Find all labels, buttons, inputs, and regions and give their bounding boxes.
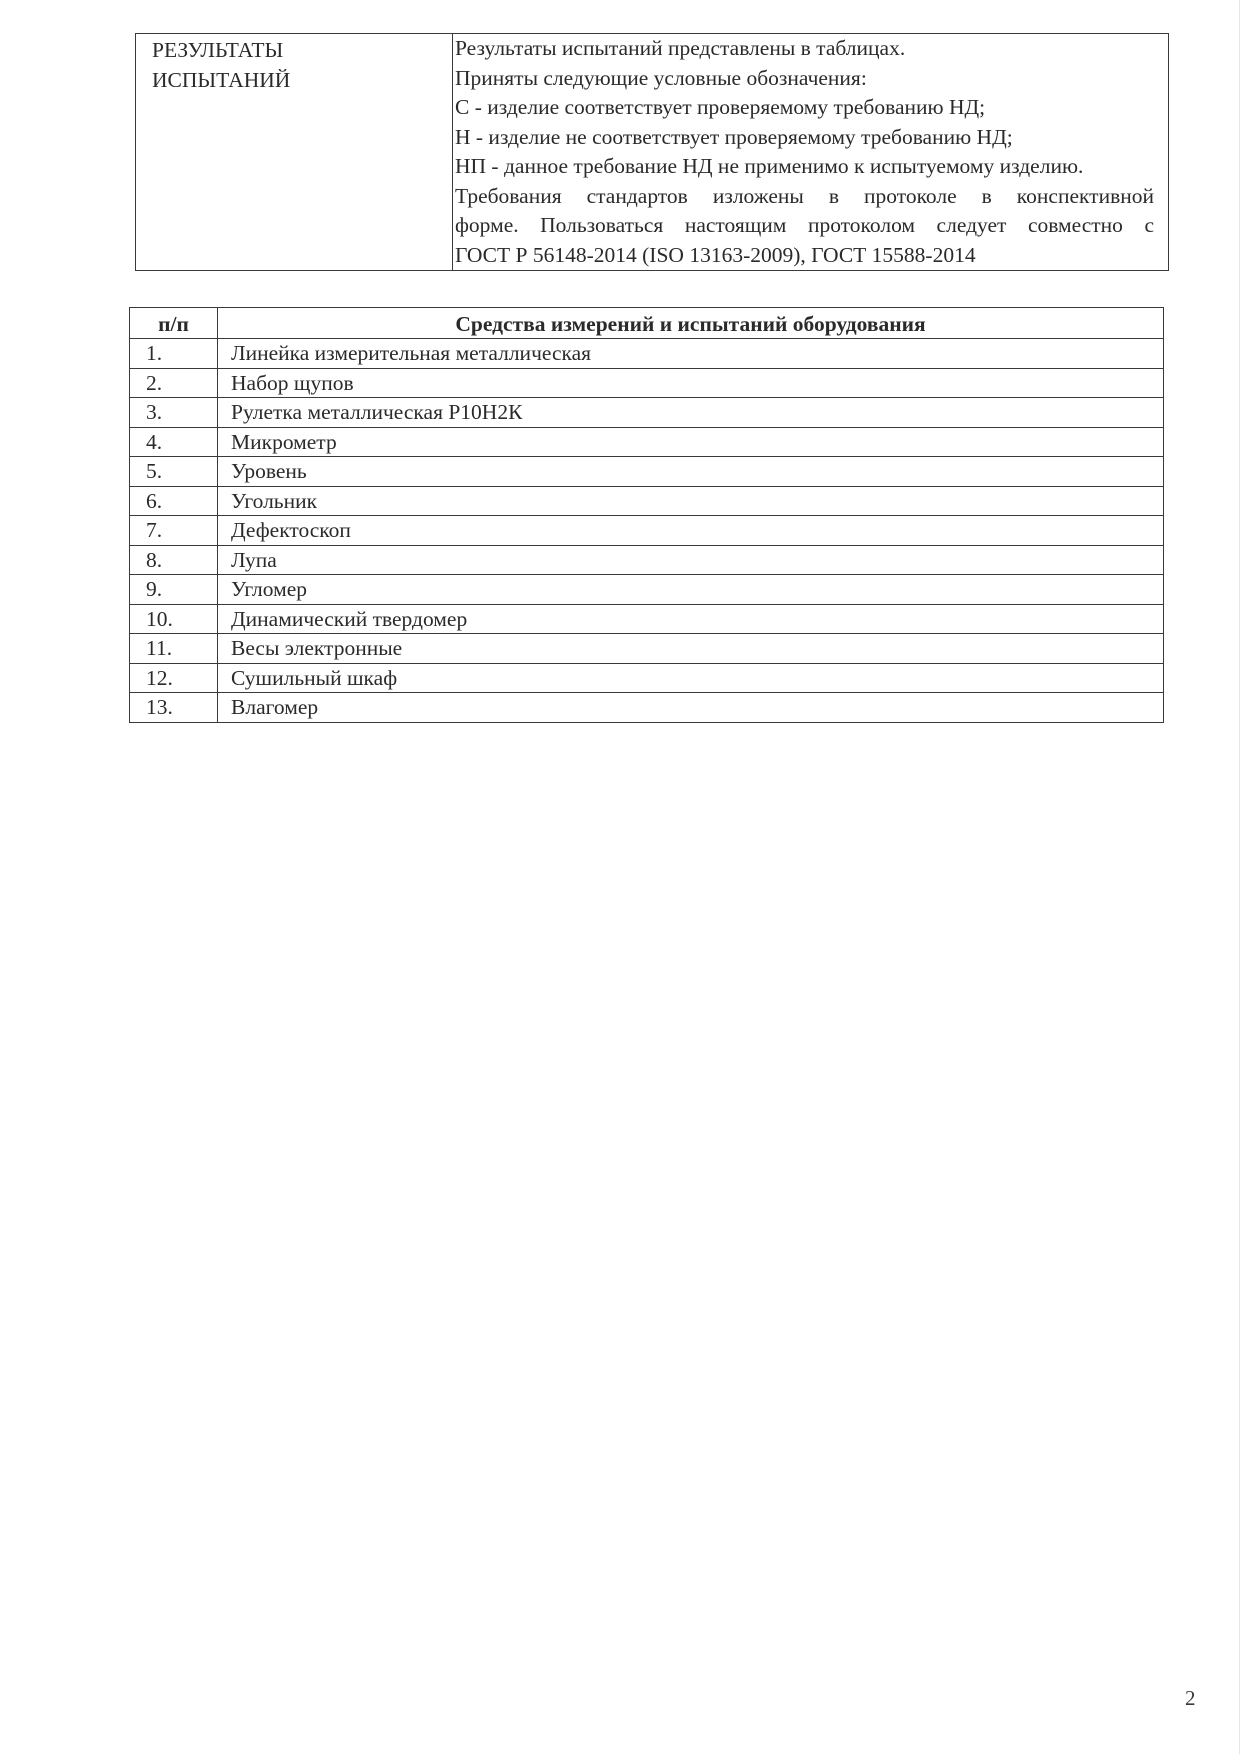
equipment-header-row <box>130 308 1164 339</box>
table-row <box>130 634 1164 664</box>
row-number: 5. <box>130 457 218 487</box>
row-number: 4. <box>130 427 218 457</box>
row-number: 3. <box>130 398 218 428</box>
row-number: 2. <box>130 368 218 398</box>
row-number: 11. <box>130 634 218 664</box>
equipment-name: Микрометр <box>218 427 1164 457</box>
results-label-line: ИСПЫТАНИЙ <box>152 67 291 92</box>
table-row <box>130 516 1164 546</box>
results-text-line: Результаты испытаний представлены в таблицах. <box>455 36 906 60</box>
legend-noncompliant-line: Н - изделие не соответствует проверяемому требованию НД; <box>455 124 1013 149</box>
row-number: 1. <box>130 339 218 369</box>
standards-reference-line: ГОСТ Р 56148-2014 (ISO 13163-2009), ГОСТ 15588-2014 <box>455 242 976 267</box>
results-label-line: РЕЗУЛЬТАТЫ <box>152 38 284 62</box>
results-label-cell <box>136 34 453 271</box>
row-number: 10. <box>130 604 218 634</box>
test-results-block <box>135 33 1169 271</box>
results-description-cell <box>453 34 1169 271</box>
table-row <box>130 693 1164 723</box>
table-row <box>130 575 1164 605</box>
equipment-name: Линейка измерительная металлическая <box>218 339 1164 369</box>
column-header-equipment: Средства измерений и испытаний оборудования <box>218 308 1164 339</box>
equipment-table <box>129 307 1164 723</box>
page-number: 2 <box>1185 1686 1196 1710</box>
equipment-name: Набор щупов <box>218 368 1164 398</box>
table-row <box>130 398 1164 428</box>
equipment-name: Сушильный шкаф <box>218 663 1164 693</box>
table-row <box>130 427 1164 457</box>
results-text-line: Приняты следующие условные обозначения: <box>455 65 867 90</box>
row-number: 7. <box>130 516 218 546</box>
row-number: 8. <box>130 545 218 575</box>
table-row <box>130 339 1164 369</box>
table-row <box>130 604 1164 634</box>
results-row <box>136 34 1169 271</box>
equipment-name: Уровень <box>218 457 1164 487</box>
equipment-name: Дефектоскоп <box>218 516 1164 546</box>
row-number: 6. <box>130 486 218 516</box>
column-header-number: п/п <box>130 308 218 339</box>
equipment-name: Угломер <box>218 575 1164 605</box>
equipment-name: Рулетка металлическая Р10Н2К <box>218 398 1164 428</box>
table-row <box>130 486 1164 516</box>
equipment-name: Динамический твердомер <box>218 604 1164 634</box>
legend-not-applicable-line: НП - данное требование НД не применимо к испытуемому изделию. <box>455 154 1084 178</box>
table-row <box>130 368 1164 398</box>
results-text-line: форме. Пользоваться настоящим протоколом следует совместно с <box>455 213 1154 237</box>
equipment-name: Весы электронные <box>218 634 1164 664</box>
table-row <box>130 663 1164 693</box>
row-number: 9. <box>130 575 218 605</box>
equipment-name: Угольник <box>218 486 1164 516</box>
equipment-name: Лупа <box>218 545 1164 575</box>
table-row <box>130 545 1164 575</box>
table-row <box>130 457 1164 487</box>
row-number: 13. <box>130 693 218 723</box>
equipment-table-body <box>130 339 1164 723</box>
row-number: 12. <box>130 663 218 693</box>
results-text-line: Требования стандартов изложены в протоколе в конспективной <box>455 183 1154 208</box>
legend-compliant-line: С - изделие соответствует проверяемому требованию НД; <box>455 95 986 119</box>
equipment-name: Влагомер <box>218 693 1164 723</box>
